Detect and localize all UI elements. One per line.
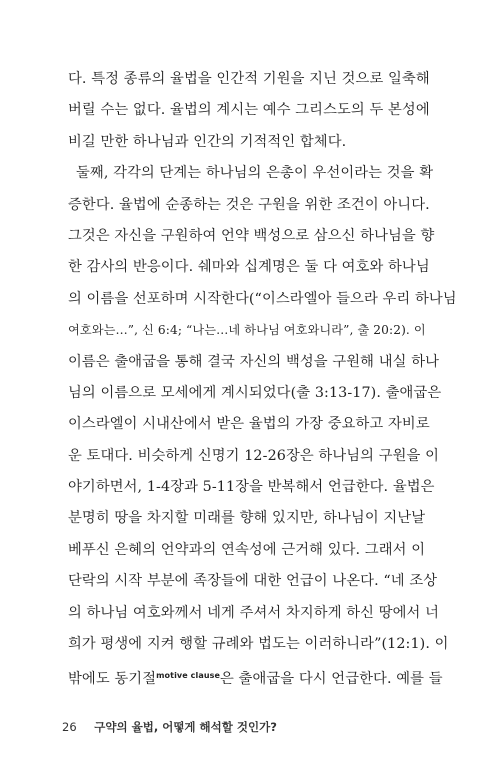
body-text bbox=[68, 64, 457, 692]
text-line: 비길 만한 하나님과 인간의 기적적인 합체다. bbox=[68, 133, 347, 150]
text-line: 한 감사의 반응이다. 쉐마와 십계명은 둘 다 여호와 하나님 bbox=[68, 259, 430, 276]
text-segment: 밖에도 동기절 bbox=[68, 671, 157, 688]
text-line: 이름은 출애굽을 통해 결국 자신의 백성을 구원해 내실 하나 bbox=[68, 353, 440, 370]
text-line: 그것은 자신을 구원하여 언약 백성으로 삼으신 하나님을 향 bbox=[68, 227, 435, 244]
text-line: 증한다. 율법에 순종하는 것은 구원을 위한 조건이 아니다. bbox=[68, 196, 430, 213]
page-footer bbox=[62, 719, 277, 735]
text-line: 다. 특정 종류의 율법을 인간적 기원을 지닌 것으로 일축해 bbox=[68, 71, 430, 87]
text-line: 둘째, 각각의 단계는 하나님의 은총이 우선이라는 것을 확 bbox=[76, 165, 434, 182]
text-line: 희가 평생에 지켜 행할 규례와 법도는 이러하니라”(12:1). 이 bbox=[68, 636, 449, 653]
text-line: 운 토대다. 비슷하게 신명기 12-26장은 하나님의 구원을 이 bbox=[68, 447, 439, 464]
text-line: 버릴 수는 없다. 율법의 계시는 예수 그리스도의 두 본성에 bbox=[68, 102, 430, 119]
text-line: 야기하면서, 1-4장과 5-11장을 반복해서 언급한다. 율법은 bbox=[68, 479, 435, 496]
page-number: 26 bbox=[62, 720, 77, 734]
text-line: 님의 이름으로 모세에게 계시되었다(출 3:13-17). 출애굽은 bbox=[68, 384, 442, 401]
text-segment: 은 출애굽을 다시 언급한다. 예를 들 bbox=[220, 671, 443, 688]
text-line: 의 하나님 여호와께서 네게 주셔서 차지하게 하신 땅에서 너 bbox=[68, 604, 440, 621]
text-line: 베푸신 은혜의 언약과의 연속성에 근거해 있다. 그래서 이 bbox=[68, 541, 426, 558]
running-title: 구약의 율법, 어떻게 해석할 것인가? bbox=[94, 720, 277, 734]
text-line: 분명히 땅을 차지할 미래를 향해 있지만, 하나님이 지난날 bbox=[68, 510, 426, 527]
text-line: 단락의 시작 부분에 족장들에 대한 언급이 나온다. “네 조상 bbox=[68, 573, 438, 590]
text-line: 이스라엘이 시내산에서 받은 율법의 가장 중요하고 자비로 bbox=[68, 416, 430, 433]
text-line bbox=[68, 660, 446, 691]
text-line: 여호와는…”, 신 6:4; “나는…네 하나님 여호와니라”, 출 20:2). 이 bbox=[68, 323, 426, 338]
motive-clause-superscript: motive clause bbox=[156, 671, 220, 681]
text-line: 의 이름을 선포하며 시작한다(“이스라엘아 들으라 우리 하나님 bbox=[68, 290, 457, 307]
